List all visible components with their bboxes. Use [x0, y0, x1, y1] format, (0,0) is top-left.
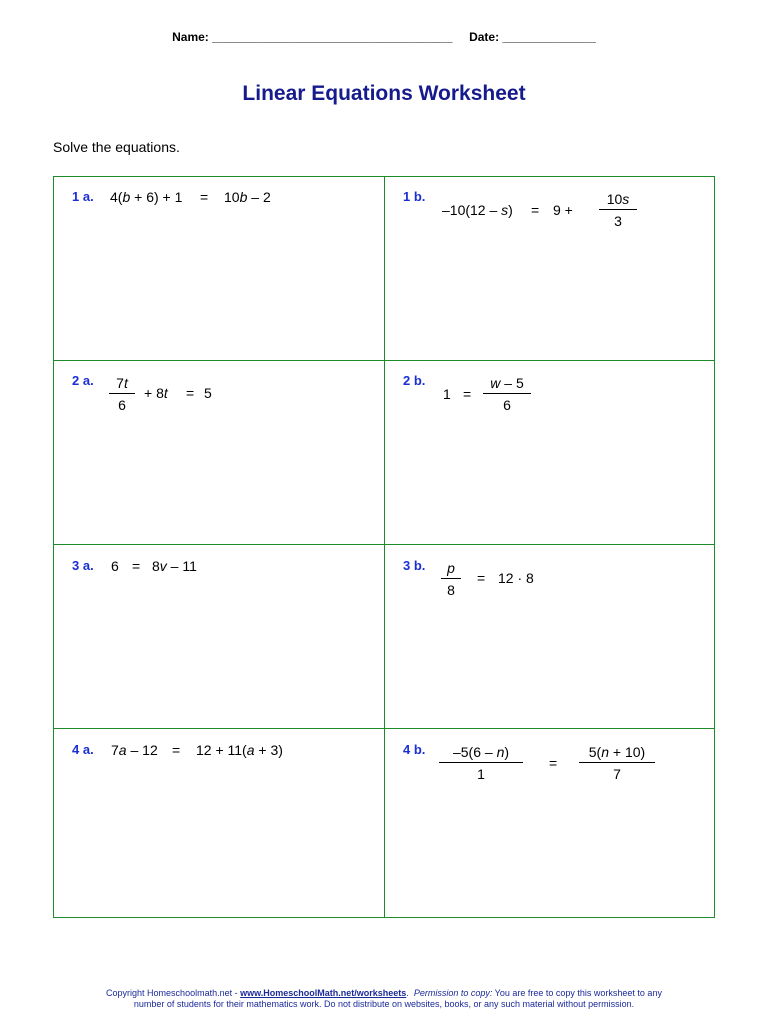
footer-link[interactable]: www.HomeschoolMath.net/worksheets [240, 988, 407, 998]
problem-3b[interactable] [385, 545, 715, 728]
equation-term: + 8t [144, 385, 168, 401]
instructions: Solve the equations. [53, 139, 180, 155]
problem-label: 4 a. [72, 742, 94, 757]
problem-label: 3 b. [403, 558, 426, 573]
equation-rhs: 12 · 8 [498, 570, 534, 586]
footer-permission-text: You are free to copy this worksheet to any [492, 988, 662, 998]
page-title: Linear Equations Worksheet [242, 82, 526, 105]
fraction-left: $\frac{-5(6 - n)}{1}$ [439, 744, 523, 782]
problem-1b[interactable] [385, 177, 715, 360]
problem-label: 3 a. [72, 558, 94, 573]
equals-sign: = [477, 570, 486, 586]
problem-label: 2 a. [72, 373, 94, 388]
equation-lhs: 1 [443, 386, 451, 402]
equation-lhs: 4(b + 6) + 1 [110, 189, 183, 205]
equation-rhs: 10b – 2 [224, 189, 271, 205]
footer-copyright: Copyright Homeschoolmath.net - [106, 988, 241, 998]
problem-label: 2 b. [403, 373, 426, 388]
equals-sign: = [132, 558, 141, 574]
header-line [0, 30, 768, 44]
fraction: $\frac{p}{8}$ [441, 560, 461, 598]
equals-sign: = [200, 189, 209, 205]
equation-lhs: –10(12 – s) [442, 202, 513, 218]
equals-sign: = [549, 755, 558, 771]
footer-line2: number of students for their mathematics work. Do not distribute on websites, books, or any such material without permission. [133, 999, 635, 1009]
equation-rhs: 9 + [553, 202, 573, 218]
equation-rhs: 12 + 11(a + 3) [196, 742, 283, 758]
footer-permission-label: Permission to copy: [413, 988, 493, 998]
equation-lhs: 6 [111, 558, 119, 574]
equals-sign: = [186, 385, 195, 401]
equation-rhs: 8v – 11 [152, 558, 197, 574]
name-label: Name: [172, 30, 209, 44]
problem-4b[interactable] [385, 729, 715, 917]
equals-sign: = [531, 202, 540, 218]
fraction-right: $\frac{5(n + 10)}{7}$ [579, 744, 655, 782]
problem-4a[interactable] [54, 729, 384, 917]
problem-label: 1 a. [72, 189, 94, 204]
name-blank[interactable]: ____________________________________ [212, 30, 453, 44]
problem-grid [53, 176, 715, 918]
date-blank[interactable]: ______________ [502, 30, 596, 44]
problem-2a[interactable] [54, 361, 384, 544]
problem-2b[interactable] [385, 361, 715, 544]
problem-1a[interactable] [54, 177, 384, 360]
equals-sign: = [463, 386, 472, 402]
equation-lhs: 7a – 12 [111, 742, 158, 758]
fraction: $\frac{w - 5}{6}$ [483, 375, 531, 413]
fraction: $\frac{10s}{3}$ [599, 191, 637, 229]
equation-rhs: 5 [204, 385, 212, 401]
problem-label: 1 b. [403, 189, 426, 204]
equals-sign: = [172, 742, 181, 758]
problem-label: 4 b. [403, 742, 426, 757]
fraction: $\frac{7t}{6}$ [109, 375, 135, 413]
footer: Copyright Homeschoolmath.net - www.HomeschoolMath.net/worksheets. Permission to copy: You are free to copy this worksheet to any number of students for their mathematics work. Do not distribute on websites, books, or any such material without permission. [106, 988, 662, 1009]
problem-3a[interactable] [54, 545, 384, 728]
date-label: Date: [469, 30, 500, 44]
